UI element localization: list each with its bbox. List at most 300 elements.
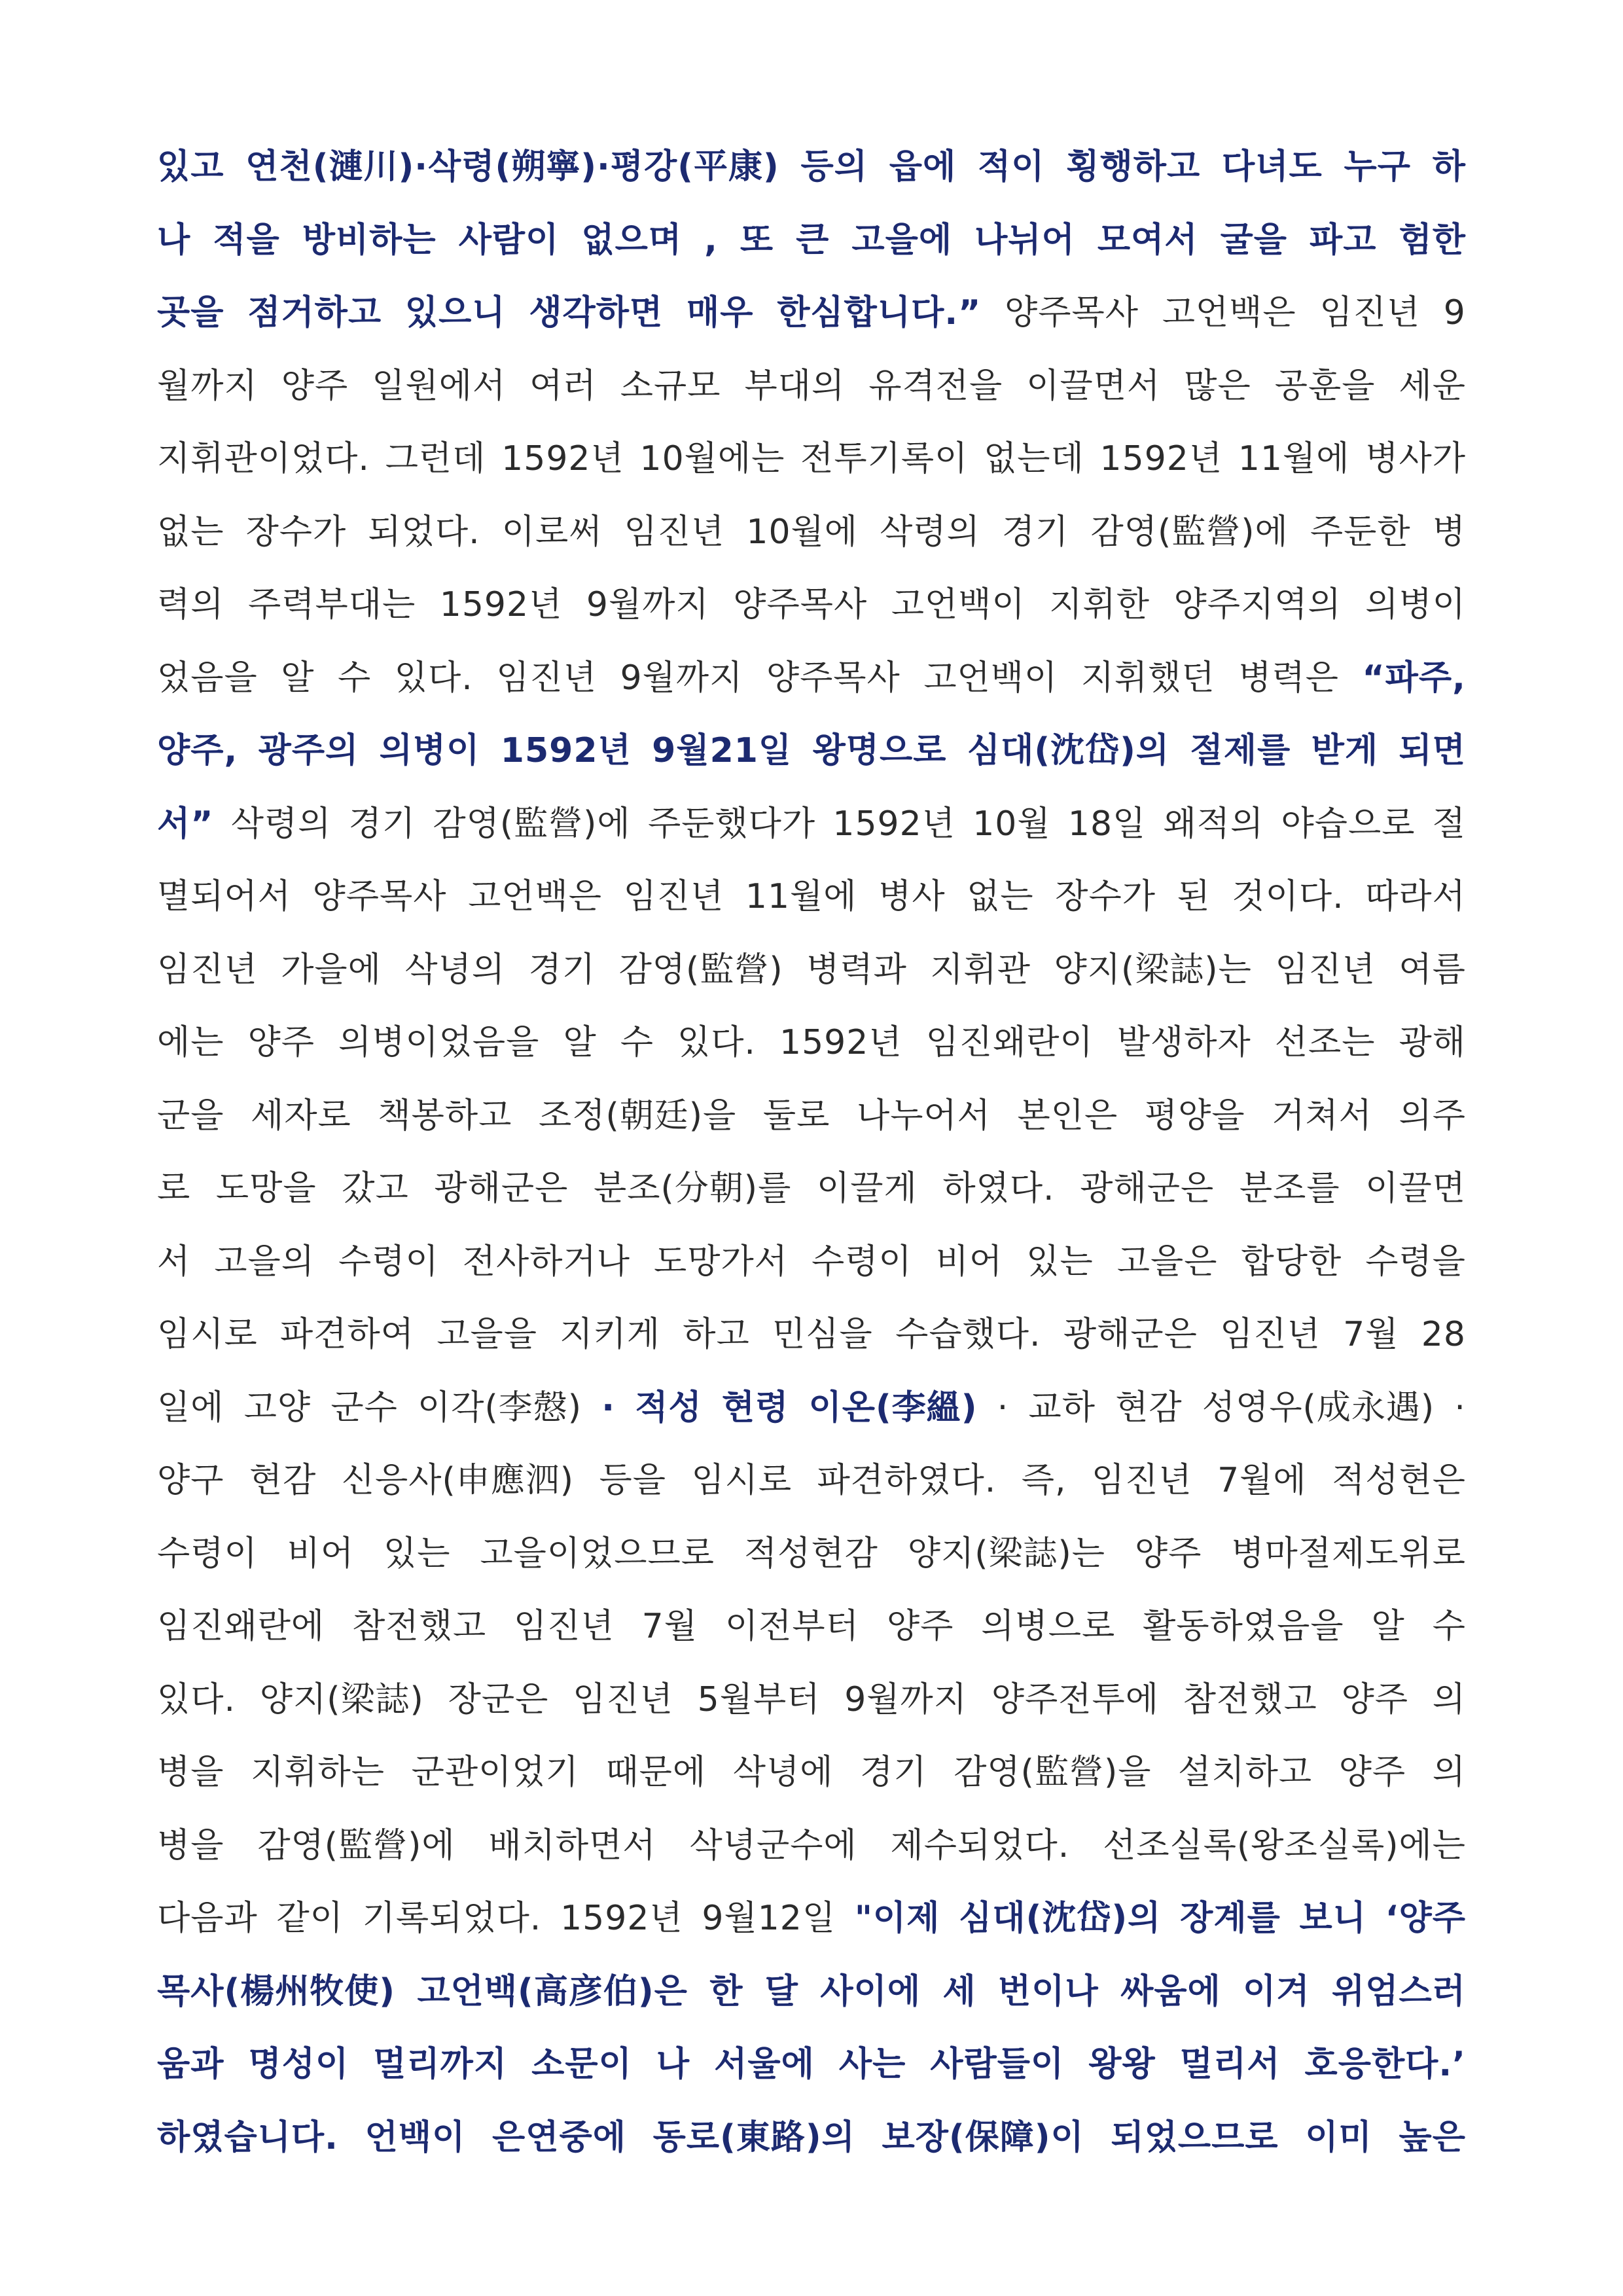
quoted-word: 멀리서 <box>1179 2045 1281 2084</box>
text-line <box>157 1895 1466 1941</box>
word: 하고 <box>683 1315 750 1354</box>
word: 활동하였음을 <box>1143 1607 1344 1646</box>
word: 감영(監營)에 <box>433 804 631 844</box>
text-line <box>157 2115 1466 2161</box>
word: 지휘하는 <box>251 1753 385 1792</box>
word: 병사가 <box>1365 439 1466 478</box>
word: 거쳐서 <box>1272 1096 1372 1136</box>
word: 주둔했다가 <box>647 804 816 844</box>
text-line <box>157 1458 1466 1503</box>
word: 군수 <box>330 1388 398 1427</box>
word: 야습으로 <box>1281 804 1416 844</box>
quoted-word: 9월21일 <box>652 731 793 770</box>
word: 된 <box>1177 877 1211 916</box>
word: 절 <box>1432 804 1466 844</box>
quoted-word: 점거하고 <box>247 293 382 332</box>
quoted-word: 목사(楊州牧使) <box>157 1971 395 2011</box>
word: 고을은 <box>1116 1242 1218 1282</box>
quoted-word: 적을 <box>213 220 280 260</box>
word: 없는 <box>967 877 1034 916</box>
word: 있다. <box>394 658 473 698</box>
word: 양주목사 <box>733 585 868 624</box>
word: 평양을 <box>1144 1096 1245 1136</box>
word: 광해군은 <box>1063 1315 1198 1354</box>
word: 감영(監營) <box>618 950 783 990</box>
quoted-word: 되면 <box>1399 731 1466 770</box>
quoted-word: , <box>704 220 718 260</box>
quoted-word: 위엄스러 <box>1331 1971 1466 2011</box>
word: 일원에서 <box>372 366 507 406</box>
word: 병을 <box>157 1825 224 1865</box>
quoted-word: 사람이 <box>458 220 560 260</box>
word: 기록되었다. <box>362 1899 542 1938</box>
quoted-word: 번이나 <box>998 1971 1099 2011</box>
word: 현감 <box>249 1461 317 1500</box>
word: 7월에 <box>1217 1461 1307 1500</box>
word: 수령이 <box>157 1534 258 1573</box>
word: 1592년 <box>779 1023 902 1062</box>
text-line <box>157 582 1466 628</box>
word: 5월부터 <box>697 1679 821 1719</box>
quoted-word: 한 <box>709 1971 743 2011</box>
text-line <box>157 801 1466 847</box>
word: 이끌면 <box>1365 1169 1466 1208</box>
word: 고을의 <box>214 1242 315 1282</box>
word: 것이다. <box>1232 877 1344 916</box>
word: 삭녕에 <box>732 1753 834 1792</box>
word: 수령이 <box>338 1242 439 1282</box>
quoted-word: 양주, <box>157 731 238 770</box>
word: 임진년 <box>1275 950 1376 990</box>
quoted-word: 이온(李縕) <box>808 1388 978 1427</box>
word: 9월까지 <box>586 585 709 624</box>
word: 1592년 <box>501 439 624 478</box>
quoted-word: "이제 <box>854 1899 940 1938</box>
word: 광해군은 <box>434 1169 569 1208</box>
word: 임시로 <box>157 1315 258 1354</box>
word: 병력은 <box>1238 658 1339 698</box>
word: 합당한 <box>1241 1242 1342 1282</box>
text-line <box>157 1020 1466 1066</box>
word: 양주전투에 <box>991 1679 1159 1719</box>
word: 알 <box>563 1023 597 1062</box>
word: 지휘관 <box>930 950 1031 990</box>
word: 발생하자 <box>1116 1023 1251 1062</box>
word: 도망을 <box>215 1169 317 1208</box>
word: 왜적의 <box>1163 804 1264 844</box>
word: 즉, <box>1021 1461 1067 1500</box>
quoted-word: 방비하는 <box>302 220 437 260</box>
quoted-word: 왕명으로 <box>812 731 947 770</box>
word: 적성현감 <box>743 1534 878 1573</box>
quoted-word: 있고 <box>157 147 224 187</box>
text-line <box>157 1677 1466 1723</box>
word: 파견하였다. <box>817 1461 997 1500</box>
quoted-word: 이미 <box>1305 2117 1372 2157</box>
word: 제수되었다. <box>890 1825 1070 1865</box>
quoted-word: 세 <box>942 1971 976 2011</box>
word: 10월에는 <box>639 439 785 478</box>
word: 일에 <box>157 1388 224 1427</box>
quoted-word: 동로(東路)의 <box>652 2117 855 2157</box>
word: 이끌게 <box>816 1169 918 1208</box>
quoted-word: 높은 <box>1399 2117 1466 2157</box>
document-page <box>157 137 1466 2193</box>
word: 수 <box>620 1023 654 1062</box>
quoted-word: 나 <box>157 220 191 260</box>
quoted-word: 왕왕 <box>1088 2045 1156 2084</box>
quoted-word: 보장(保障)이 <box>882 2117 1084 2157</box>
word: 삭령의 <box>230 804 332 844</box>
word: 있다. <box>157 1679 236 1719</box>
quoted-word: 다녀도 <box>1222 147 1323 187</box>
word: 이끌면서 <box>1026 366 1161 406</box>
quoted-word: 서” <box>157 804 214 844</box>
word: 이각(李慤) <box>418 1388 582 1427</box>
word: 병사 <box>878 877 946 916</box>
word: 28 <box>1421 1315 1466 1354</box>
quoted-word: 적성 <box>635 1388 702 1427</box>
quoted-word: 큰 <box>796 220 830 260</box>
quoted-word: 굴을 <box>1220 220 1288 260</box>
word: 의 <box>1432 1679 1466 1719</box>
word: 장수가 <box>1055 877 1156 916</box>
word: 력의 <box>157 585 224 624</box>
word: 고언백은 <box>468 877 602 916</box>
text-line <box>157 290 1466 336</box>
word: 지키게 <box>560 1315 660 1354</box>
word: 가을에 <box>281 950 382 990</box>
word: 지휘했던 <box>1080 658 1215 698</box>
quoted-word: 보니 <box>1299 1899 1367 1938</box>
word: 소규모 <box>620 366 721 406</box>
quoted-word: 읍에 <box>889 147 957 187</box>
word: 고양 <box>243 1388 312 1427</box>
text-line <box>157 1093 1466 1139</box>
word: 1592년 <box>439 585 563 624</box>
word: 하였다. <box>942 1169 1055 1208</box>
quoted-word: 매우 <box>686 293 754 332</box>
word: 조정(朝廷)을 <box>538 1096 737 1136</box>
word: 알 <box>1371 1607 1405 1646</box>
word: 고을을 <box>437 1315 537 1354</box>
word: 같이 <box>276 1899 344 1938</box>
word: 유격전을 <box>868 366 1003 406</box>
text-line <box>157 1604 1466 1649</box>
word: 고을이었으므로 <box>480 1534 715 1573</box>
word: 많은 <box>1184 366 1251 406</box>
word: 세운 <box>1399 366 1466 406</box>
word: 고언백이 <box>923 658 1058 698</box>
word: 감영(監營)을 <box>954 1753 1152 1792</box>
word: 경기 <box>1001 512 1069 552</box>
word: 9월12일 <box>702 1899 836 1938</box>
quoted-word: 곳을 <box>157 293 224 332</box>
text-line <box>157 874 1466 920</box>
word: 둘로 <box>762 1096 830 1136</box>
word: 선조는 <box>1274 1023 1376 1062</box>
word: 분조를 <box>1239 1169 1340 1208</box>
word: 삭령의 <box>880 512 980 552</box>
word: 양주 <box>886 1607 954 1646</box>
word: 지휘한 <box>1049 585 1150 624</box>
quoted-word: 사이에 <box>820 1971 921 2011</box>
word: 지휘관이었다. <box>157 439 370 478</box>
quoted-word: 이겨 <box>1243 1971 1310 2011</box>
word: 서 <box>157 1242 191 1282</box>
quoted-word: 사람들이 <box>930 2045 1065 2084</box>
word: 경기 <box>528 950 596 990</box>
word: 9 <box>1443 293 1466 332</box>
text-line <box>157 1969 1466 2015</box>
quoted-word: 횡행하고 <box>1066 147 1201 187</box>
word: 수 <box>1432 1607 1466 1646</box>
word: 7월 <box>1343 1315 1399 1354</box>
quoted-word: 의병이 <box>379 731 480 770</box>
quoted-word: 움과 <box>157 2045 224 2084</box>
word: 광해 <box>1399 1023 1466 1062</box>
word: 의주 <box>1399 1096 1466 1136</box>
text-line <box>157 1166 1466 1211</box>
quoted-word: 현령 <box>721 1388 789 1427</box>
quoted-word: 나 <box>656 2045 690 2084</box>
word: 참전했고 <box>1183 1679 1317 1719</box>
word: 임진년 <box>1091 1461 1192 1500</box>
quoted-word: 한심합니다.” <box>777 293 982 332</box>
text-line <box>157 2041 1466 2087</box>
word: 양주목사 <box>312 877 447 916</box>
quoted-word: “파주, <box>1362 658 1466 698</box>
word: 의병이 <box>1365 585 1466 624</box>
quoted-word: 싸움에 <box>1120 1971 1221 2011</box>
quoted-word: 소문이 <box>531 2045 632 2084</box>
word: 등을 <box>599 1461 666 1500</box>
word: 경기 <box>348 804 416 844</box>
word: 되었다. <box>368 512 480 552</box>
word: 신응사(申應泗) <box>341 1461 575 1500</box>
word: 참전했고 <box>352 1607 487 1646</box>
quoted-word: 호응한다.’ <box>1304 2045 1466 2084</box>
quoted-word: 하 <box>1432 147 1466 187</box>
word: 다음과 <box>157 1899 258 1938</box>
word: 군을 <box>157 1096 224 1136</box>
word: 비어 <box>935 1242 1003 1282</box>
quoted-word: 모여서 <box>1097 220 1198 260</box>
quoted-word: 고을에 <box>851 220 953 260</box>
word: 병 <box>1432 512 1466 552</box>
word: · <box>1454 1388 1466 1427</box>
quoted-word: 심대(沈岱)의 <box>959 1899 1162 1938</box>
word: 1592년 <box>832 804 955 844</box>
word: 적성현은 <box>1332 1461 1466 1500</box>
word: 임진년 <box>624 512 725 552</box>
word: 장군은 <box>448 1679 549 1719</box>
quoted-word: 되었으므로 <box>1111 2117 1279 2157</box>
word: 선조실록(왕조실록)에는 <box>1103 1825 1466 1865</box>
word: 양지(梁誌)는 <box>1054 950 1252 990</box>
word: 삭녕군수에 <box>689 1825 857 1865</box>
text-line <box>157 1531 1466 1577</box>
quoted-word: 1592년 <box>500 731 632 770</box>
quoted-word: 절제를 <box>1190 731 1291 770</box>
text-line <box>157 1385 1466 1431</box>
word: 9월까지 <box>844 1679 967 1719</box>
word: 없는 <box>157 512 224 552</box>
quoted-word: 등의 <box>800 147 868 187</box>
word: 주력부대는 <box>248 585 416 624</box>
word: 로 <box>157 1169 191 1208</box>
quoted-word: 사는 <box>838 2045 906 2084</box>
word: 비어 <box>287 1534 355 1573</box>
word: 임진년 <box>514 1607 615 1646</box>
text-line <box>157 436 1466 482</box>
word: 멸되어서 <box>157 877 291 916</box>
word: 11월에 <box>1238 439 1350 478</box>
word: 민심을 <box>772 1315 873 1354</box>
word: 때문에 <box>605 1753 707 1792</box>
quoted-word: 연천(漣川)·삭령(朔寧)·평강(平康) <box>245 147 779 187</box>
word: 양주목사 <box>766 658 901 698</box>
word: 10월에 <box>746 512 858 552</box>
word: 월까지 <box>157 366 258 406</box>
word: 세자로 <box>251 1096 351 1136</box>
quoted-word: 나뉘어 <box>974 220 1075 260</box>
word: 군관이었기 <box>411 1753 579 1792</box>
word: 감영(監營)에 <box>1090 512 1289 552</box>
quoted-word: 멀리까지 <box>373 2045 508 2084</box>
word: 전투기록이 <box>800 439 969 478</box>
word: 여름 <box>1399 950 1466 990</box>
word: 의병으로 <box>981 1607 1116 1646</box>
text-line <box>157 947 1466 993</box>
word: 임진왜란에 <box>157 1607 325 1646</box>
word: 여러 <box>529 366 597 406</box>
word: 현감 <box>1115 1388 1183 1427</box>
word: 이로써 <box>501 512 603 552</box>
word: 양주 <box>1341 1679 1408 1719</box>
text-line <box>157 509 1466 555</box>
text-line <box>157 655 1466 701</box>
quoted-word: 누구 <box>1344 147 1411 187</box>
word: 18일 <box>1067 804 1147 844</box>
quoted-word: 적이 <box>978 147 1045 187</box>
word: 임진년 <box>157 950 258 990</box>
word: 수습했다. <box>895 1315 1041 1354</box>
word: 임진년 <box>1319 293 1421 332</box>
quoted-word: 험한 <box>1399 220 1466 260</box>
word: 임진년 <box>573 1679 673 1719</box>
word: 임시로 <box>691 1461 793 1500</box>
word: 수령을 <box>1365 1242 1466 1282</box>
word: 양주 <box>1338 1753 1406 1792</box>
word: 수령이 <box>811 1242 912 1282</box>
word: 그런데 <box>385 439 486 478</box>
quoted-word: 은연중에 <box>492 2117 626 2157</box>
word: 1592년 <box>560 1899 683 1938</box>
text-line <box>157 144 1466 190</box>
word: 병마절제도위로 <box>1231 1534 1466 1573</box>
text-line <box>157 1823 1466 1869</box>
word: 파견하여 <box>280 1315 414 1354</box>
word: 양주 <box>1134 1534 1202 1573</box>
word: 성영우(成永遇) <box>1202 1388 1435 1427</box>
quoted-word: 없으며 <box>581 220 683 260</box>
quoted-word: 있으니 <box>404 293 506 332</box>
word: 양구 <box>157 1461 224 1500</box>
word: 공훈을 <box>1274 366 1376 406</box>
word: 고언백이 <box>891 585 1026 624</box>
word: 의병이었음을 <box>338 1023 540 1062</box>
text-line <box>157 728 1466 774</box>
text-line <box>157 1239 1466 1285</box>
word: 있는 <box>383 1534 451 1573</box>
quoted-word: ‘양주 <box>1385 1899 1466 1938</box>
quoted-word: 고언백(高彦伯)은 <box>417 1971 688 2011</box>
word: 따라서 <box>1365 877 1466 916</box>
word: 양지(梁誌)는 <box>907 1534 1106 1573</box>
quoted-word: 서울에 <box>714 2045 815 2084</box>
word: 교하 <box>1028 1388 1096 1427</box>
word: 양주지역의 <box>1173 585 1342 624</box>
word: 임진왜란이 <box>925 1023 1094 1062</box>
word: 수 <box>338 658 372 698</box>
word: 의 <box>1432 1753 1466 1792</box>
word: 양주 <box>281 366 349 406</box>
word: 양주목사 <box>1005 293 1139 332</box>
text-line <box>157 217 1466 263</box>
quoted-word: 언백이 <box>365 2117 466 2157</box>
word: 갔고 <box>342 1169 409 1208</box>
word: 배치하면서 <box>488 1825 656 1865</box>
word: 이전부터 <box>724 1607 859 1646</box>
quoted-word: 하였습니다. <box>157 2117 338 2157</box>
word: 7월 <box>641 1607 698 1646</box>
word: 고언백은 <box>1162 293 1296 332</box>
text-line <box>157 1312 1466 1357</box>
text-line <box>157 1749 1466 1795</box>
word: 없는데 <box>984 439 1084 478</box>
word: 에는 <box>157 1023 224 1062</box>
word: 본인은 <box>1017 1096 1118 1136</box>
word: 도망가서 <box>654 1242 788 1282</box>
quoted-word: 명성이 <box>248 2045 349 2084</box>
quoted-word: · <box>601 1388 616 1427</box>
word: 양지(梁誌) <box>259 1679 424 1719</box>
quoted-word: 심대(沈岱)의 <box>967 731 1170 770</box>
word: 11월에 <box>745 877 857 916</box>
word: 경기 <box>860 1753 927 1792</box>
word: 장수가 <box>245 512 347 552</box>
word: 책봉하고 <box>378 1096 512 1136</box>
word: 임진년 <box>496 658 597 698</box>
word: · <box>997 1388 1009 1427</box>
word: 양주 <box>247 1023 315 1062</box>
word: 주둔한 <box>1310 512 1411 552</box>
word: 알 <box>281 658 315 698</box>
word: 설치하고 <box>1178 1753 1313 1792</box>
word: 9월까지 <box>620 658 743 698</box>
word: 임진년 <box>623 877 724 916</box>
text-line <box>157 363 1466 409</box>
word: 전사하거나 <box>462 1242 630 1282</box>
word: 있는 <box>1026 1242 1094 1282</box>
word: 었음을 <box>157 658 258 698</box>
word: 감영(監營)에 <box>257 1825 455 1865</box>
quoted-word: 달 <box>764 1971 799 2011</box>
quoted-word: 장계를 <box>1180 1899 1281 1938</box>
quoted-word: 또 <box>740 220 774 260</box>
quoted-word: 받게 <box>1311 731 1379 770</box>
